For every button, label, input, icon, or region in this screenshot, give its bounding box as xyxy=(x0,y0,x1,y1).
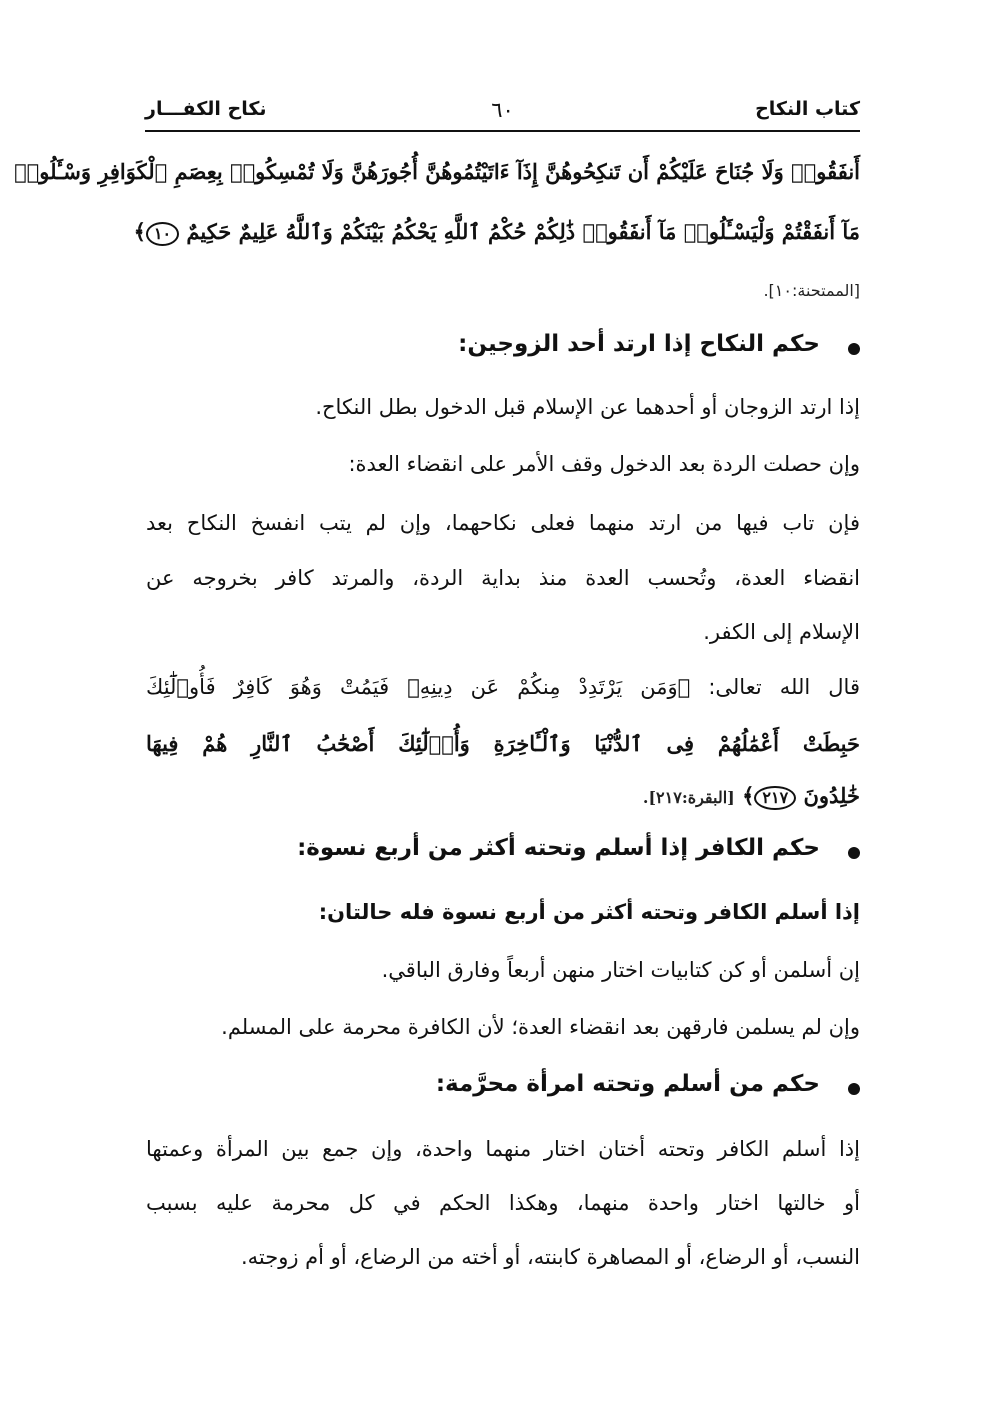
verse-line xyxy=(14,159,860,184)
ayah-number: ١٠ xyxy=(146,222,179,246)
paragraph-line: إذا أسلم الكافر وتحته أختان اختار منهما واحدة، وإن جمع بين المرأة وعمتها xyxy=(146,1137,860,1161)
bullet-icon xyxy=(848,847,860,859)
verse-citation: [البقرة:٢١٧]. xyxy=(642,788,735,807)
verse-line: حَبِطَتْ أَعْمَٰلُهُمْ فِى ٱلدُّنْيَا وَٱلْـَٔاخِرَةِ وَأُو۟لَٰٓئِكَ أَصْحَٰبُ ٱلنَّارِ هُمْ فِيهَا xyxy=(146,731,860,756)
verse-text: خَٰلِدُونَ xyxy=(803,783,860,808)
paragraph: إن أسلمن أو كن كتابيات اختار منهن أربعاً وفارق الباقي. xyxy=(381,958,860,982)
paragraph-line: انقضاء العدة، وتُحسب العدة منذ بداية الردة، والمرتد كافر بخروجه عن xyxy=(146,566,860,590)
verse-citation: [الممتحنة:١٠]. xyxy=(763,281,860,300)
section-heading xyxy=(106,331,860,357)
paragraph-line: النسب، أو الرضاع، أو المصاهرة كابنته، أو أخته من الرضاع، أو أم زوجته. xyxy=(240,1245,860,1269)
paragraph-line: فإن تاب فيها من ارتد منهما فعلى نكاحهما، وإن لم يتب انفسخ النكاح بعد xyxy=(146,511,860,535)
verse-close-bracket: ﴾ xyxy=(742,783,755,808)
heading-text: حكم النكاح إذا ارتد أحد الزوجين: xyxy=(458,331,820,357)
verse-line xyxy=(146,783,860,810)
bullet-icon xyxy=(848,343,860,355)
page-header xyxy=(145,96,860,132)
verse-line xyxy=(133,219,860,246)
paragraph-line: قال الله تعالى: ﴿وَمَن يَرْتَدِدْ مِنكُمْ عَن دِينِهِۦ فَيَمُتْ وَهُوَ كَافِرٌ فَأُو۟لَٰٓئِكَ xyxy=(146,675,860,699)
ayah-number: ٢١٧ xyxy=(754,786,796,810)
section-heading xyxy=(106,1071,860,1097)
verse-text: أَنفَقُوا۟ وَلَا جُنَاحَ عَلَيْكُمْ أَن تَنكِحُوهُنَّ إِذَآ ءَاتَيْتُمُوهُنَّ أُجُورَهُنَّ وَلَا تُمْسِكُوا۟ بِعِصَمِ ٱلْكَوَافِرِ وَسْـَٔلُوا۟ xyxy=(14,159,860,184)
paragraph: وإن لم يسلمن فارقهن بعد انقضاء العدة؛ لأن الكافرة محرمة على المسلم. xyxy=(221,1015,860,1039)
book-title: كتاب النكاح xyxy=(755,98,860,120)
paragraph: إذا ارتد الزوجان أو أحدهما عن الإسلام قبل الدخول بطل النكاح. xyxy=(315,395,860,419)
heading-text: حكم من أسلم وتحته امرأة محرَّمة: xyxy=(435,1071,820,1097)
paragraph-line: الإسلام إلى الكفر. xyxy=(703,620,860,644)
verse-text: مَآ أَنفَقْتُمْ وَلْيَسْـَٔلُوا۟ مَآ أَنفَقُوا۟ ذَٰلِكُمْ حُكْمُ ٱللَّهِ يَحْكُمُ بَيْنَكُمْ وَٱللَّهُ عَلِيمٌ حَكِيمٌ xyxy=(186,219,860,244)
page-number: ٦٠ xyxy=(491,98,514,122)
subheading: إذا أسلم الكافر وتحته أكثر من أربع نسوة فله حالتان: xyxy=(318,900,860,924)
section-heading xyxy=(106,835,860,861)
verse-close-bracket: ﴾ xyxy=(133,219,146,244)
bullet-icon xyxy=(848,1083,860,1095)
paragraph: وإن حصلت الردة بعد الدخول وقف الأمر على انقضاء العدة: xyxy=(348,452,860,476)
chapter-title: نكاح الكفـــار xyxy=(145,98,267,120)
paragraph-line: أو خالتها اختار واحدة منهما، وهكذا الحكم في كل محرمة عليه بسبب xyxy=(146,1191,860,1215)
heading-text: حكم الكافر إذا أسلم وتحته أكثر من أربع نسوة: xyxy=(297,835,820,861)
header-rule xyxy=(145,130,860,132)
